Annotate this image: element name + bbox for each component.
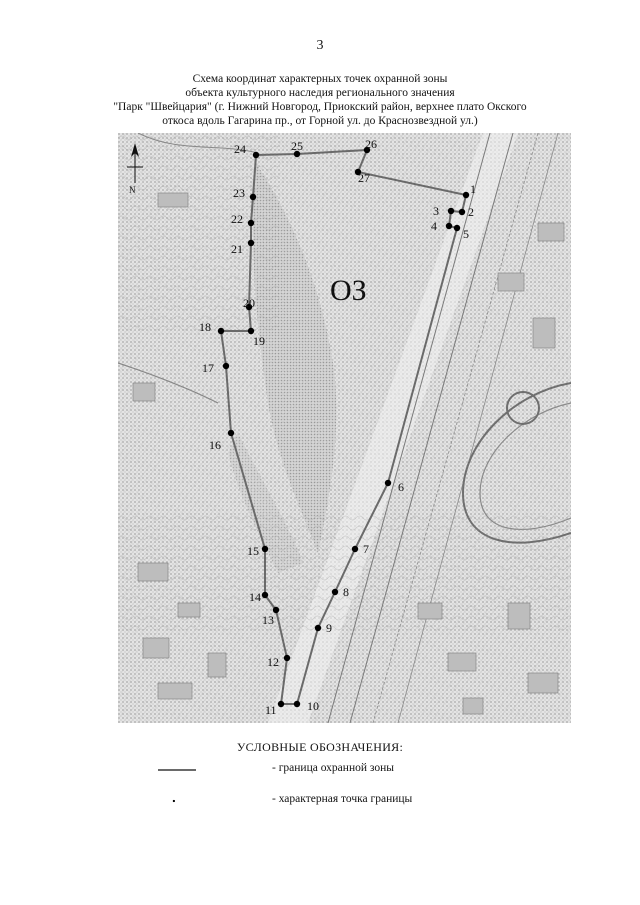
legend-text-point: - характерная точка границы xyxy=(272,793,413,805)
boundary-point-label-2: 2 xyxy=(468,205,474,219)
boundary-point-18 xyxy=(218,328,224,334)
boundary-point-4 xyxy=(446,223,452,229)
boundary-point-24 xyxy=(253,152,259,158)
page-number: 3 xyxy=(316,38,324,53)
boundary-point-23 xyxy=(250,194,256,200)
boundary-point-7 xyxy=(352,546,358,552)
boundary-point-label-17: 17 xyxy=(202,361,214,375)
map-title xyxy=(60,72,580,128)
boundary-point-label-22: 22 xyxy=(231,212,243,226)
boundary-point-label-1: 1 xyxy=(470,182,476,196)
boundary-point-label-23: 23 xyxy=(233,186,245,200)
north-arrow-label: N xyxy=(129,185,136,195)
title-line-4: откоса вдоль Гагарина пр., от Горной ул. до Краснозвездной ул.) xyxy=(162,115,478,127)
boundary-point-14 xyxy=(262,592,268,598)
boundary-point-8 xyxy=(332,589,338,595)
title-line-2: объекта культурного наследия регионального значения xyxy=(185,87,455,99)
boundary-point-22 xyxy=(248,220,254,226)
map-panel xyxy=(118,133,571,723)
boundary-point-6 xyxy=(385,480,391,486)
title-line-3: "Парк "Швейцария" (г. Нижний Новгород, Приокский район, верхнее плато Окского xyxy=(113,101,527,113)
boundary-point-label-4: 4 xyxy=(431,219,437,233)
boundary-point-label-14: 14 xyxy=(249,590,261,604)
boundary-point-label-13: 13 xyxy=(262,613,274,627)
legend-title: УСЛОВНЫЕ ОБОЗНАЧЕНИЯ: xyxy=(236,740,404,754)
title-line-1: Схема координат характерных точек охранной зоны xyxy=(192,73,448,85)
boundary-point-16 xyxy=(228,430,234,436)
boundary-point-11 xyxy=(278,701,284,707)
legend-item-boundary xyxy=(0,760,640,780)
boundary-point-9 xyxy=(315,625,321,631)
boundary-point-label-15: 15 xyxy=(247,544,259,558)
boundary-point-5 xyxy=(454,225,460,231)
boundary-point-label-8: 8 xyxy=(343,585,349,599)
boundary-point-10 xyxy=(294,701,300,707)
boundary-point-21 xyxy=(248,240,254,246)
boundary-point-label-26: 26 xyxy=(365,137,377,151)
boundary-point-label-5: 5 xyxy=(463,227,469,241)
boundary-point-label-16: 16 xyxy=(209,438,221,452)
legend-text-boundary: - граница охранной зоны xyxy=(272,762,394,774)
boundary-point-icon xyxy=(172,795,184,807)
boundary-point-label-12: 12 xyxy=(267,655,279,669)
zone-label: ОЗ xyxy=(330,274,367,307)
boundary-point-label-7: 7 xyxy=(363,542,369,556)
legend-item-point xyxy=(0,791,640,811)
boundary-line-icon xyxy=(158,764,196,776)
boundary-point-2 xyxy=(459,209,465,215)
boundary-point-15 xyxy=(262,546,268,552)
boundary-point-label-18: 18 xyxy=(199,320,211,334)
boundary-point-12 xyxy=(284,655,290,661)
boundary-point-label-10: 10 xyxy=(307,699,319,713)
boundary-point-1 xyxy=(463,192,469,198)
boundary-point-label-6: 6 xyxy=(398,480,404,494)
boundary-point-label-9: 9 xyxy=(326,621,332,635)
boundary-point-label-20: 20 xyxy=(243,296,255,310)
boundary-point-label-11: 11 xyxy=(265,703,277,717)
boundary-point-3 xyxy=(448,208,454,214)
boundary-point-label-27: 27 xyxy=(358,171,370,185)
boundary-point-label-21: 21 xyxy=(231,242,243,256)
boundary-point-label-25: 25 xyxy=(291,139,303,153)
boundary-point-label-3: 3 xyxy=(433,204,439,218)
boundary-point-label-24: 24 xyxy=(234,142,246,156)
map-canvas xyxy=(118,133,571,723)
boundary-point-17 xyxy=(223,363,229,369)
boundary-point-label-19: 19 xyxy=(253,334,265,348)
